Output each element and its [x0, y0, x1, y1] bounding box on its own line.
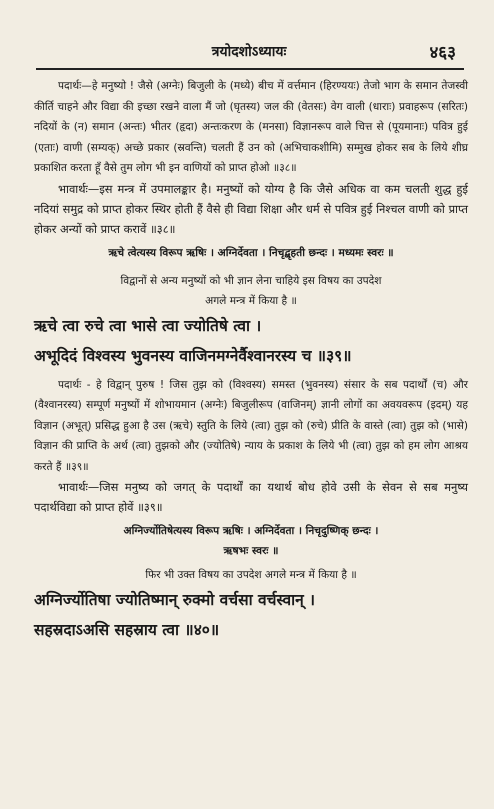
page-header: [34, 40, 464, 66]
page-number: ४६३: [429, 43, 456, 63]
block-rishi2b: ऋषभः स्वरः ॥: [223, 545, 279, 557]
block-rishi1: ऋचे त्वेत्यस्य विरूप ऋषिः । अग्निर्देवता । निचृद्बृहती छन्दः । मध्यमः स्वरः ॥: [108, 246, 394, 259]
page-body: [34, 76, 468, 645]
block-mantra1a: ऋचे त्वा रुचे त्वा भासे त्वा ज्योतिषे त्वा ।: [34, 316, 262, 335]
block-padartha1: पदार्थः—हे मनुष्यो ! जैसे (अग्नेः) बिजुली के (मध्ये) बीच में वर्त्तमान (हिरण्ययः) तेजो भाग के समान तेजस्वी कीर्ति चाहने और विद्या की इच्छा रखने वाला मैं जो (घृतस्य) जल की (वेतसः) वेग वाली (धाराः) प्रवाहरूप (सरितः) नदियों के (न) समान (अन्तः) भीतर (हृदा) अन्तःकरण के (मनसा) विज्ञानरूप वाले चित्त से (पूयमानाः) पवित्र हुई (एताः) वाणी (सम्यक्) अच्छे प्रकार (स्रवन्ति) चलती हैं उन को (अभिचाकशीमि) सम्मुख होकर सब के लिये शीघ्र प्रकाशित करता हूँ वैसे तुम लोग भी इन वाणियों को प्राप्त होओ ॥३८॥: [34, 80, 468, 174]
block-gap_b: [34, 263, 468, 271]
block-intro2: फिर भी उक्त विषय का उपदेश अगले मन्त्र में किया है ॥: [145, 569, 357, 581]
block-bhavartha1: भावार्थः—इस मन्त्र में उपमालङ्कार है। मनुष्यों को योग्य है कि जैसे अधिक वा कम चलती शुद्ध हुई नदियां समुद्र को प्राप्त होकर स्थिर होती हैं वैसे ही विद्या शिक्षा और धर्म से पवित्र हुई निश्चल वाणी को प्राप्त होकर अन्यों को प्राप्त करावें ॥३८॥: [34, 181, 468, 236]
chapter-title: त्रयोदशोऽध्यायः: [211, 44, 287, 60]
header-divider: [36, 68, 464, 70]
block-mantra1b: अभूदिदं विश्वस्य भुवनस्य वाजिनमग्नेर्वैश्वानरस्य च ॥३९॥: [34, 346, 352, 365]
block-padartha2: पदार्थः - हे विद्वान् पुरुष ! जिस तुझ को (विश्वस्य) समस्त (भुवनस्य) संसार के सब पदार्थों (च) और (वैश्वानरस्य) सम्पूर्ण मनुष्यों में शोभायमान (अग्नेः) बिजुलीरूप (वाजिनम्) ज्ञानी लोगों का अवयवरूप (इदम्) यह विज्ञान (अभूत्) प्रसिद्ध हुआ है उस (ऋचे) स्तुति के लिये (त्वा) तुझ को (रुचे) प्रीति के वास्ते (त्वा) तुझ को (भासे) विज्ञान की प्राप्ति के अर्थ (त्वा) तुझको और (ज्योतिषे) न्याय के प्रकाश के लिये भी (त्वा) तुझ को हम लोग आश्रय करते हैं ॥३९॥: [34, 378, 468, 473]
block-intro1a: विद्वानों से अन्य मनुष्यों को भी ज्ञान लेना चाहिये इस विषय का उपदेश: [120, 274, 382, 287]
block-mantra2a: अग्निर्ज्योतिषा ज्योतिष्मान् रुक्मो वर्चसा वर्चस्वान् ।: [34, 591, 316, 609]
block-mantra2b: सहस्रदाऽअसि सहस्राय त्वा ॥४०॥: [34, 621, 220, 639]
block-intro1b: अगले मन्त्र में किया है ॥: [205, 294, 297, 307]
block-rishi2a: अग्निर्ज्योतिषेत्यस्य विरूप ऋषिः । अग्निर्देवता । निचृदुष्णिक् छन्दः ।: [123, 525, 379, 537]
block-bhavartha2: भावार्थः—जिस मनुष्य को जगत् के पदार्थों का यथार्थ बोध होवे उसी के सेवन से सब मनुष्य पदार्थविद्या को प्राप्त होवें ॥३९॥: [34, 480, 468, 514]
